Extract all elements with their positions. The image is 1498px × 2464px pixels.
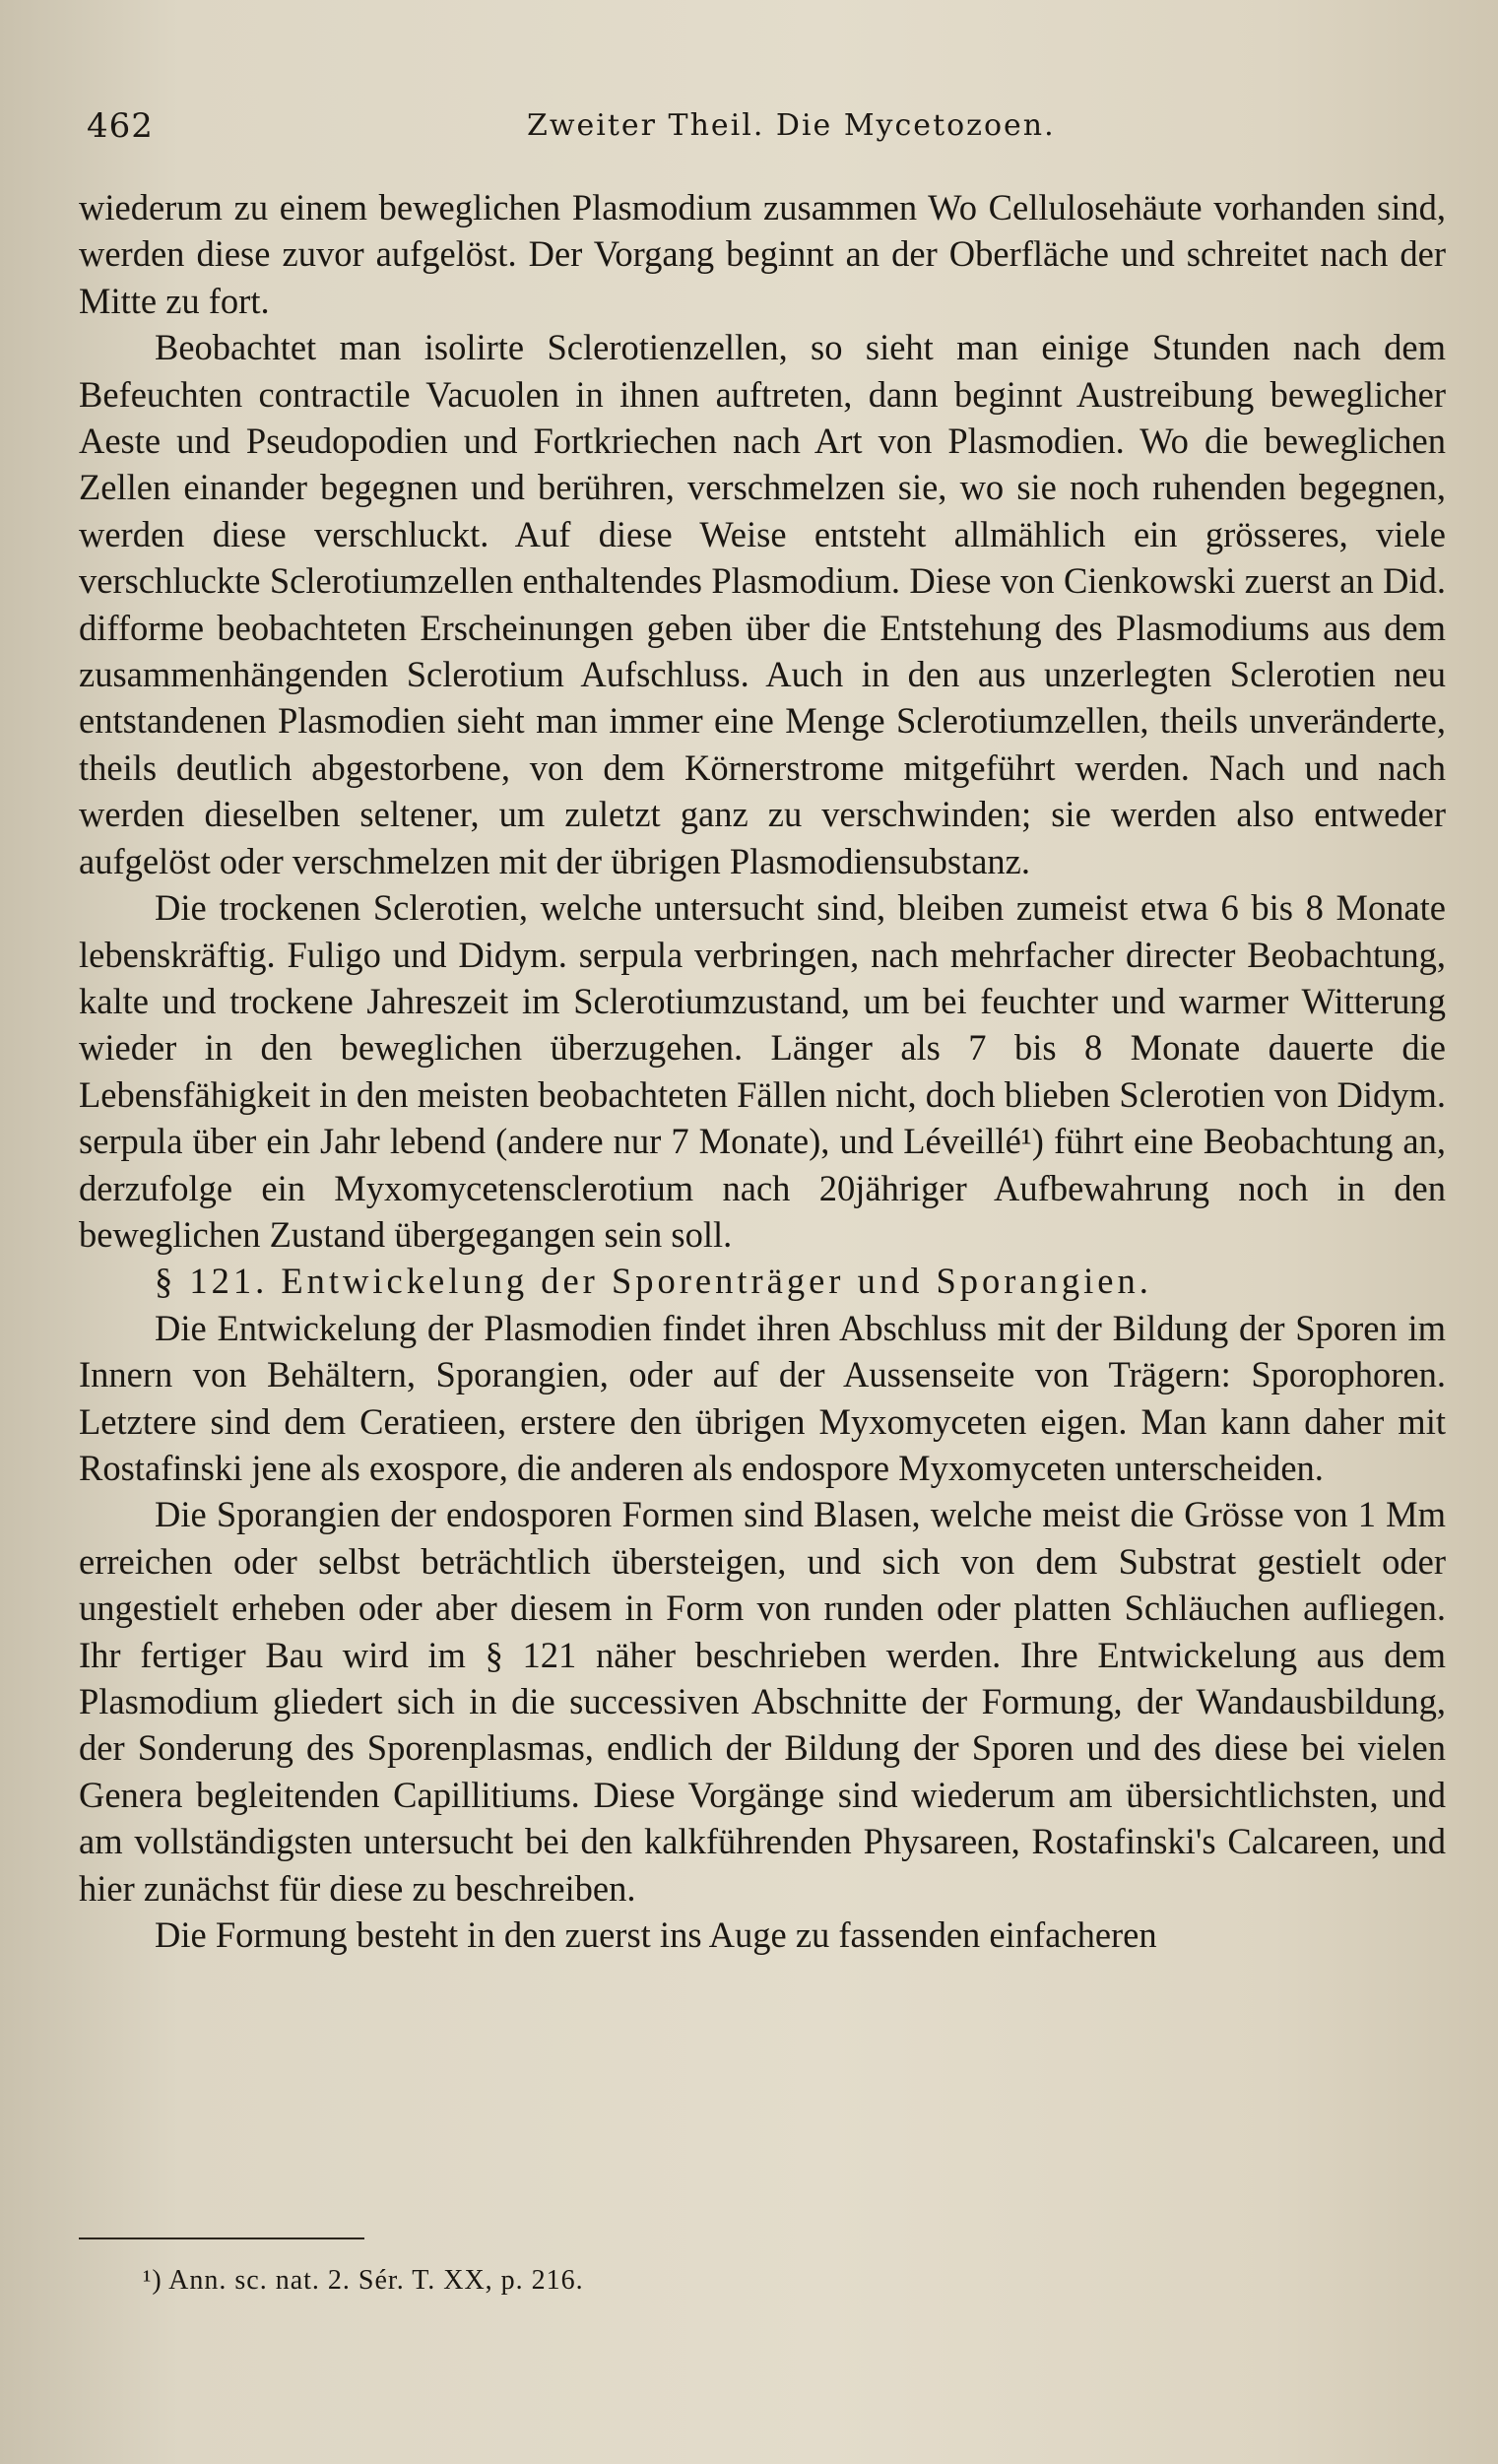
page-header [79,91,1428,150]
paragraph-sporangien: Die Sporangien der endosporen Formen sind Blasen, welche meist die Grösse von 1 Mm erreichen oder selbst beträchtlich übersteigen, und sich von dem Substrat gestielt oder ungestielt erheben oder aber diesem in Form von runden oder platten Schläuchen aufliegen. Ihr fertiger Bau wird im § 121 näher beschrieben werden. Ihre Entwickelung aus dem Plasmodium gliedert sich in die successiven Abschnitte der Formung, der Wandausbildung, der Sonderung des Sporenplasmas, endlich der Bildung der Sporen und des diese bei vielen Genera begleitenden Capillitiums. Diese Vorgänge sind wiederum am übersichtlichsten, und am vollständigsten untersucht bei den kalkführenden Physareen, Rostafinski's Calcareen, und hier zunächst für diese zu beschreiben. [79,1494,1446,1909]
section-heading: § 121. Entwickelung der Sporenträger und Sporangien. [155,1261,1152,1302]
running-title: Zweiter Theil. Die Mycetozoen. [527,108,1056,143]
footnote: ¹) Ann. sc. nat. 2. Sér. T. XX, p. 216. [143,2265,584,2296]
paragraph-trockene-sclerotien: Die trockenen Sclerotien, welche untersucht sind, bleiben zumeist etwa 6 bis 8 Monate lebenskräftig. Fuligo und Didym. serpula verbringen, nach mehrfacher directer Beobachtung, kalte und trockene Jahreszeit im Sclerotiumzustand, um bei feuchter und warmer Witterung wieder in den beweglichen überzugehen. Länger als 7 bis 8 Monate dauerte die Lebensfähigkeit in den meisten beobachteten Fällen nicht, doch blieben Sclerotien von Didym. serpula über ein Jahr lebend (andere nur 7 Monate), und Léveillé¹) führt eine Beobachtung an, derzufolge ein Myxomycetensclerotium nach 20jähriger Aufbewahrung noch in den beweglichen Zustand übergegangen sein soll. [79,887,1446,1255]
footnote-divider [79,2237,364,2239]
main-text [79,184,1446,1958]
paragraph-entwickelung: Die Entwickelung der Plasmodien findet ihren Abschluss mit der Bildung der Sporen im Innern von Behältern, Sporangien, oder auf der Aussenseite von Trägern: Sporophoren. Letztere sind dem Ceratieen, erstere den übrigen Myxomyceten eigen. Man kann daher mit Rostafinski jene als exospore, die anderen als endospore Myxomyceten unterscheiden. [79,1307,1446,1488]
paragraph-continuation: wiederum zu einem beweglichen Plasmodium zusammen Wo Cellulosehäute vorhanden sind, werden diese zuvor aufgelöst. Der Vorgang beginnt an der Oberfläche und schreitet nach der Mitte zu fort. [79,187,1446,321]
page-number: 462 [87,106,154,146]
paragraph-formung: Die Formung besteht in den zuerst ins Auge zu fassenden einfacheren [155,1914,1157,1956]
paragraph-sclerotienzellen: Beobachtet man isolirte Sclerotienzellen, so sieht man einige Stunden nach dem Befeuchten contractile Vacuolen in ihnen auftreten, dann beginnt Austreibung beweglicher Aeste und Pseudopodien und Fortkriechen nach Art von Plasmodien. Wo die beweglichen Zellen einander begegnen und berühren, verschmelzen sie, wo sie noch ruhenden begegnen, werden diese verschluckt. Auf diese Weise entsteht allmählich ein grösseres, viele verschluckte Sclerotiumzellen enthaltendes Plasmodium. Diese von Cienkowski zuerst an Did. difforme beobachteten Erscheinungen geben über die Entstehung des Plasmodiums aus dem zusammenhängenden Sclerotium Aufschluss. Auch in den aus unzerlegten Sclerotien neu entstandenen Plasmodien sieht man immer eine Menge Sclerotiumzellen, theils unveränderte, theils deutlich abgestorbene, von dem Körnerstrome mitgeführt werden. Nach und nach werden dieselben seltener, um zuletzt ganz zu verschwinden; sie werden also entweder aufgelöst oder verschmelzen mit der übrigen Plasmodiensubstanz. [79,327,1446,881]
